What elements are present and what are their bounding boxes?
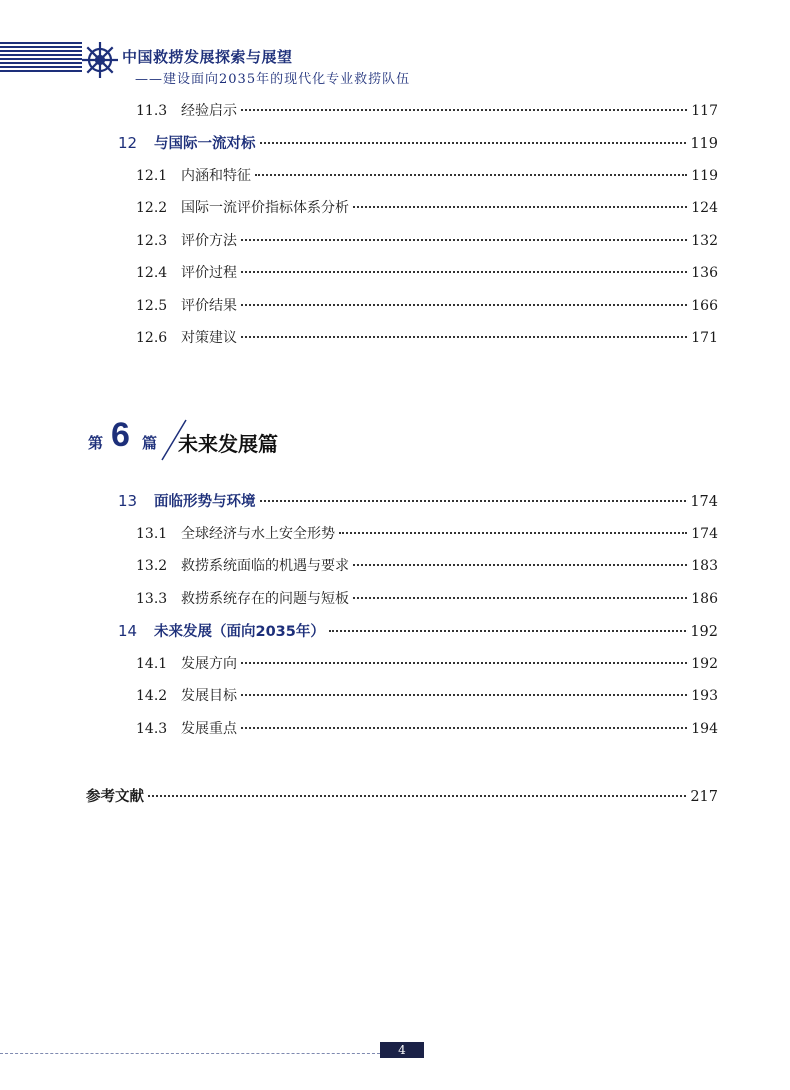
toc-section-entry[interactable] — [136, 230, 718, 252]
toc-section-entry[interactable] — [136, 295, 718, 317]
dot-leader — [241, 239, 687, 241]
toc-page: 192 — [691, 656, 718, 672]
toc-page: 132 — [691, 233, 718, 249]
toc-title: 对策建议 — [181, 330, 237, 346]
toc-number: 14 — [118, 622, 138, 640]
toc-section-entry[interactable] — [136, 718, 718, 740]
ship-wheel-icon — [80, 40, 120, 80]
toc-references-entry[interactable] — [86, 785, 718, 807]
toc-number: 14.1 — [136, 656, 168, 672]
toc-title: 与国际一流对标 — [154, 136, 256, 152]
toc-title: 面临形势与环境 — [154, 494, 256, 510]
toc-title: 全球经济与水上安全形势 — [181, 526, 335, 542]
toc-section-entry[interactable] — [136, 685, 718, 707]
toc-number: 12.1 — [136, 168, 168, 184]
toc-page: 136 — [691, 265, 718, 281]
toc-chapter-entry[interactable] — [118, 132, 718, 154]
toc-title: 参考文献 — [86, 789, 144, 805]
toc-page: 124 — [691, 200, 718, 216]
toc-number: 12.5 — [136, 298, 168, 314]
part-prefix: 第 — [88, 434, 104, 452]
dot-leader — [241, 109, 687, 111]
toc-number: 12.6 — [136, 330, 168, 346]
toc-number: 12.4 — [136, 265, 168, 281]
toc-section-entry[interactable] — [136, 262, 718, 284]
toc-page: 194 — [691, 721, 718, 737]
toc-section-entry[interactable] — [136, 165, 718, 187]
part-suffix: 篇 — [142, 434, 158, 452]
toc-section-entry[interactable] — [136, 555, 718, 577]
part-number: 6 — [111, 416, 130, 454]
toc-number: 12.3 — [136, 233, 168, 249]
toc-number: 12 — [118, 134, 138, 152]
toc-page: 192 — [690, 624, 718, 640]
toc-chapter-entry[interactable] — [118, 490, 718, 512]
toc-page: 174 — [690, 494, 718, 510]
toc-title: 评价结果 — [181, 298, 237, 314]
toc-section-entry[interactable] — [136, 197, 718, 219]
dot-leader — [241, 727, 687, 729]
dot-leader — [241, 271, 687, 273]
toc-title: 发展方向 — [181, 656, 237, 672]
toc-number: 13.3 — [136, 591, 168, 607]
toc-title: 国际一流评价指标体系分析 — [181, 200, 349, 216]
toc-number: 13 — [118, 492, 138, 510]
toc-page: 186 — [691, 591, 718, 607]
header-stripes — [0, 42, 82, 78]
toc-title: 救捞系统面临的机遇与要求 — [181, 558, 349, 574]
toc-number: 12.2 — [136, 200, 168, 216]
toc-section-entry[interactable] — [136, 653, 718, 675]
part-heading — [88, 418, 348, 468]
toc-number: 13.1 — [136, 526, 168, 542]
toc-section-entry[interactable] — [136, 588, 718, 610]
toc-title: 未来发展（面向2035年） — [154, 624, 325, 640]
dot-leader — [353, 206, 687, 208]
dot-leader — [241, 662, 687, 664]
dot-leader — [339, 532, 687, 534]
page-number: 4 — [380, 1042, 424, 1058]
dot-leader — [260, 500, 687, 502]
toc-chapter-entry[interactable] — [118, 620, 718, 642]
toc-title: 经验启示 — [181, 103, 237, 119]
toc-title: 发展重点 — [181, 721, 237, 737]
toc-page: 166 — [691, 298, 718, 314]
toc-title: 救捞系统存在的问题与短板 — [181, 591, 349, 607]
toc-page: 183 — [691, 558, 718, 574]
book-subtitle: ——建设面向2035年的现代化专业救捞队伍 — [135, 72, 411, 87]
toc-number: 13.2 — [136, 558, 168, 574]
toc-page: 119 — [690, 136, 718, 152]
dot-leader — [353, 597, 687, 599]
part-title: 未来发展篇 — [178, 432, 278, 456]
dot-leader — [241, 336, 687, 338]
toc-page: 119 — [691, 168, 718, 184]
footer-rule — [0, 1053, 380, 1055]
toc-number: 14.3 — [136, 721, 168, 737]
toc-number: 14.2 — [136, 688, 168, 704]
toc-section-entry[interactable] — [136, 327, 718, 349]
dot-leader — [148, 795, 686, 797]
toc-title: 评价过程 — [181, 265, 237, 281]
book-title: 中国救捞发展探索与展望 — [122, 48, 293, 66]
dot-leader — [241, 694, 687, 696]
toc-page: 117 — [691, 103, 718, 119]
dot-leader — [241, 304, 687, 306]
dot-leader — [260, 142, 687, 144]
toc-title: 评价方法 — [181, 233, 237, 249]
toc-section-entry[interactable] — [136, 523, 718, 545]
toc-page: 171 — [691, 330, 718, 346]
toc-number: 11.3 — [136, 103, 168, 119]
dot-leader — [353, 564, 687, 566]
toc-page: 174 — [691, 526, 718, 542]
dot-leader — [255, 174, 687, 176]
toc-section-entry[interactable] — [136, 100, 718, 122]
toc-page: 193 — [691, 688, 718, 704]
toc-title: 发展目标 — [181, 688, 237, 704]
dot-leader — [329, 630, 686, 632]
toc-title: 内涵和特征 — [181, 168, 251, 184]
toc-page: 217 — [690, 789, 718, 805]
